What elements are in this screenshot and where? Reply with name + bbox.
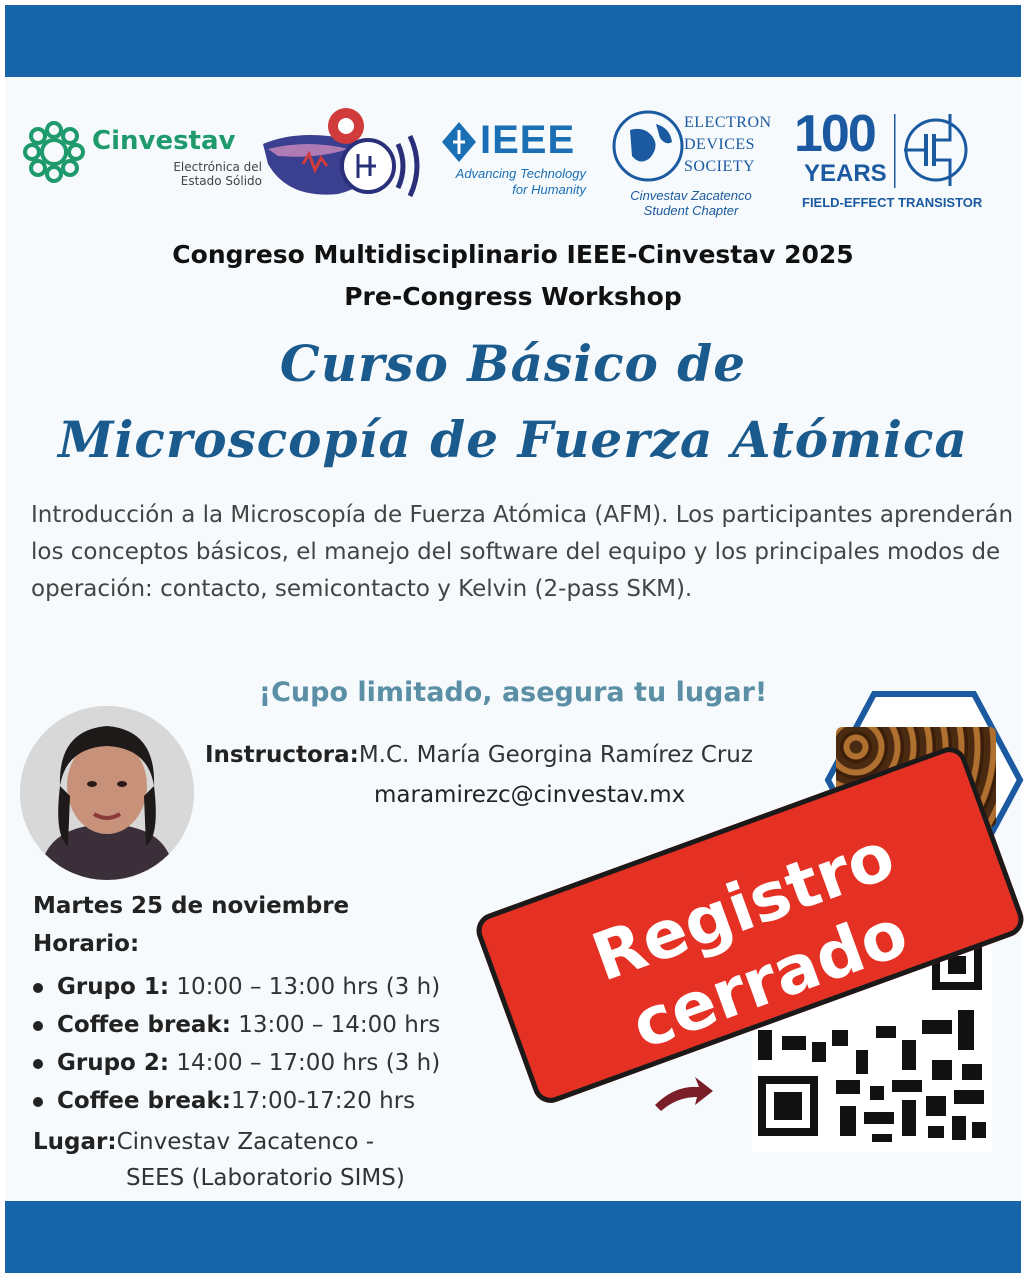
cinvestav-subtitle xyxy=(92,160,262,188)
fet-line: FIELD-EFFECT TRANSISTOR xyxy=(802,195,983,210)
cinvestav-logo xyxy=(22,118,262,190)
fet-years: YEARS xyxy=(804,160,887,187)
top-banner xyxy=(5,5,1021,77)
schedule-item-value: 13:00 – 14:00 hrs xyxy=(230,1012,441,1038)
schedule-item-label: Coffee break: xyxy=(57,1012,231,1038)
eds-line-3: SOCIETY xyxy=(684,158,756,175)
instructor-email[interactable]: maramirezc@cinvestav.mx xyxy=(374,782,686,808)
course-title-line-2: Microscopía de Fuerza Atómica xyxy=(58,410,968,469)
eds-caption-2: Student Chapter xyxy=(643,203,739,218)
instructor-name: M.C. María Georgina Ramírez Cruz xyxy=(358,742,753,768)
fet-number: 100 xyxy=(794,105,875,163)
cinvestav-name: Cinvestav xyxy=(92,126,236,156)
ieee-diamond-icon xyxy=(442,122,476,162)
schedule-item-label: Coffee break: xyxy=(57,1088,231,1114)
cinvestav-emblem-icon xyxy=(22,120,86,184)
list-item xyxy=(33,1082,440,1120)
eds-caption xyxy=(616,188,766,218)
eds-line-2: DEVICES xyxy=(684,136,756,153)
list-item xyxy=(33,1006,440,1044)
globe-icon xyxy=(610,106,690,186)
eds-caption-1: Cinvestav Zacatenco xyxy=(630,188,752,203)
fet-100-years-logo xyxy=(794,105,984,216)
ieee-tagline-1: Advancing Technology xyxy=(455,166,586,181)
list-item xyxy=(33,1044,440,1082)
workshop-title: Pre-Congress Workshop xyxy=(344,282,682,311)
cinvestav-subtitle-1: Electrónica del xyxy=(173,160,262,174)
location-line-1: Cinvestav Zacatenco - xyxy=(116,1129,375,1155)
bottom-banner xyxy=(5,1201,1021,1273)
location-label: Lugar: xyxy=(33,1129,117,1155)
closed-stamp-overlay xyxy=(430,725,1026,1145)
instructor-portrait-icon xyxy=(20,706,194,880)
bullet-icon xyxy=(33,1097,43,1107)
cinvestav-subtitle-2: Estado Sólido xyxy=(180,174,262,188)
limited-spots-callout: ¡Cupo limitado, asegura tu lugar! xyxy=(258,677,768,708)
schedule-item-value: 10:00 – 13:00 hrs (3 h) xyxy=(169,974,441,1000)
bullet-icon xyxy=(33,1059,43,1069)
event-date: Martes 25 de noviembre xyxy=(33,893,350,919)
schedule-item-label: Grupo 2: xyxy=(57,1050,170,1076)
stamp-text: Registro cerrado xyxy=(582,816,918,1065)
schedule-item-value: 17:00-17:20 hrs xyxy=(230,1088,416,1114)
bullet-icon xyxy=(33,1021,43,1031)
closed-stamp xyxy=(471,742,1026,1108)
eds-line-1: ELECTRON xyxy=(684,114,772,131)
schedule-label: Horario: xyxy=(33,931,140,957)
ieee-tagline xyxy=(444,166,586,198)
schedule-item-label: Grupo 1: xyxy=(57,974,170,1000)
course-title-line-1: Curso Básico de xyxy=(279,334,747,393)
schedule-item-value: 14:00 – 17:00 hrs (3 h) xyxy=(169,1050,441,1076)
bullet-icon xyxy=(33,983,43,993)
chapter-logo xyxy=(258,104,428,210)
congress-title: Congreso Multidisciplinario IEEE-Cinvestav 2025 xyxy=(172,240,854,269)
instructor-photo xyxy=(20,706,194,880)
chapter-emblem-icon xyxy=(258,104,428,210)
ieee-tagline-2: for Humanity xyxy=(512,182,586,197)
course-description: Introducción a la Microscopía de Fuerza Atómica (AFM). Los participantes aprenderán los conceptos básicos, el manejo del software del equipo y los principales modos de operación: contacto, semicontacto y Kelvin (2-pass SKM). xyxy=(31,502,1014,602)
schedule-list xyxy=(33,968,440,1120)
transistor-icon xyxy=(894,110,974,190)
location xyxy=(33,1124,405,1196)
list-item xyxy=(33,968,440,1006)
location-line-2: SEES (Laboratorio SIMS) xyxy=(126,1165,405,1191)
ieee-word: IEEE xyxy=(480,118,576,162)
eds-logo xyxy=(602,104,782,216)
instructor-label: Instructora: xyxy=(205,742,359,768)
ieee-logo xyxy=(442,118,592,208)
